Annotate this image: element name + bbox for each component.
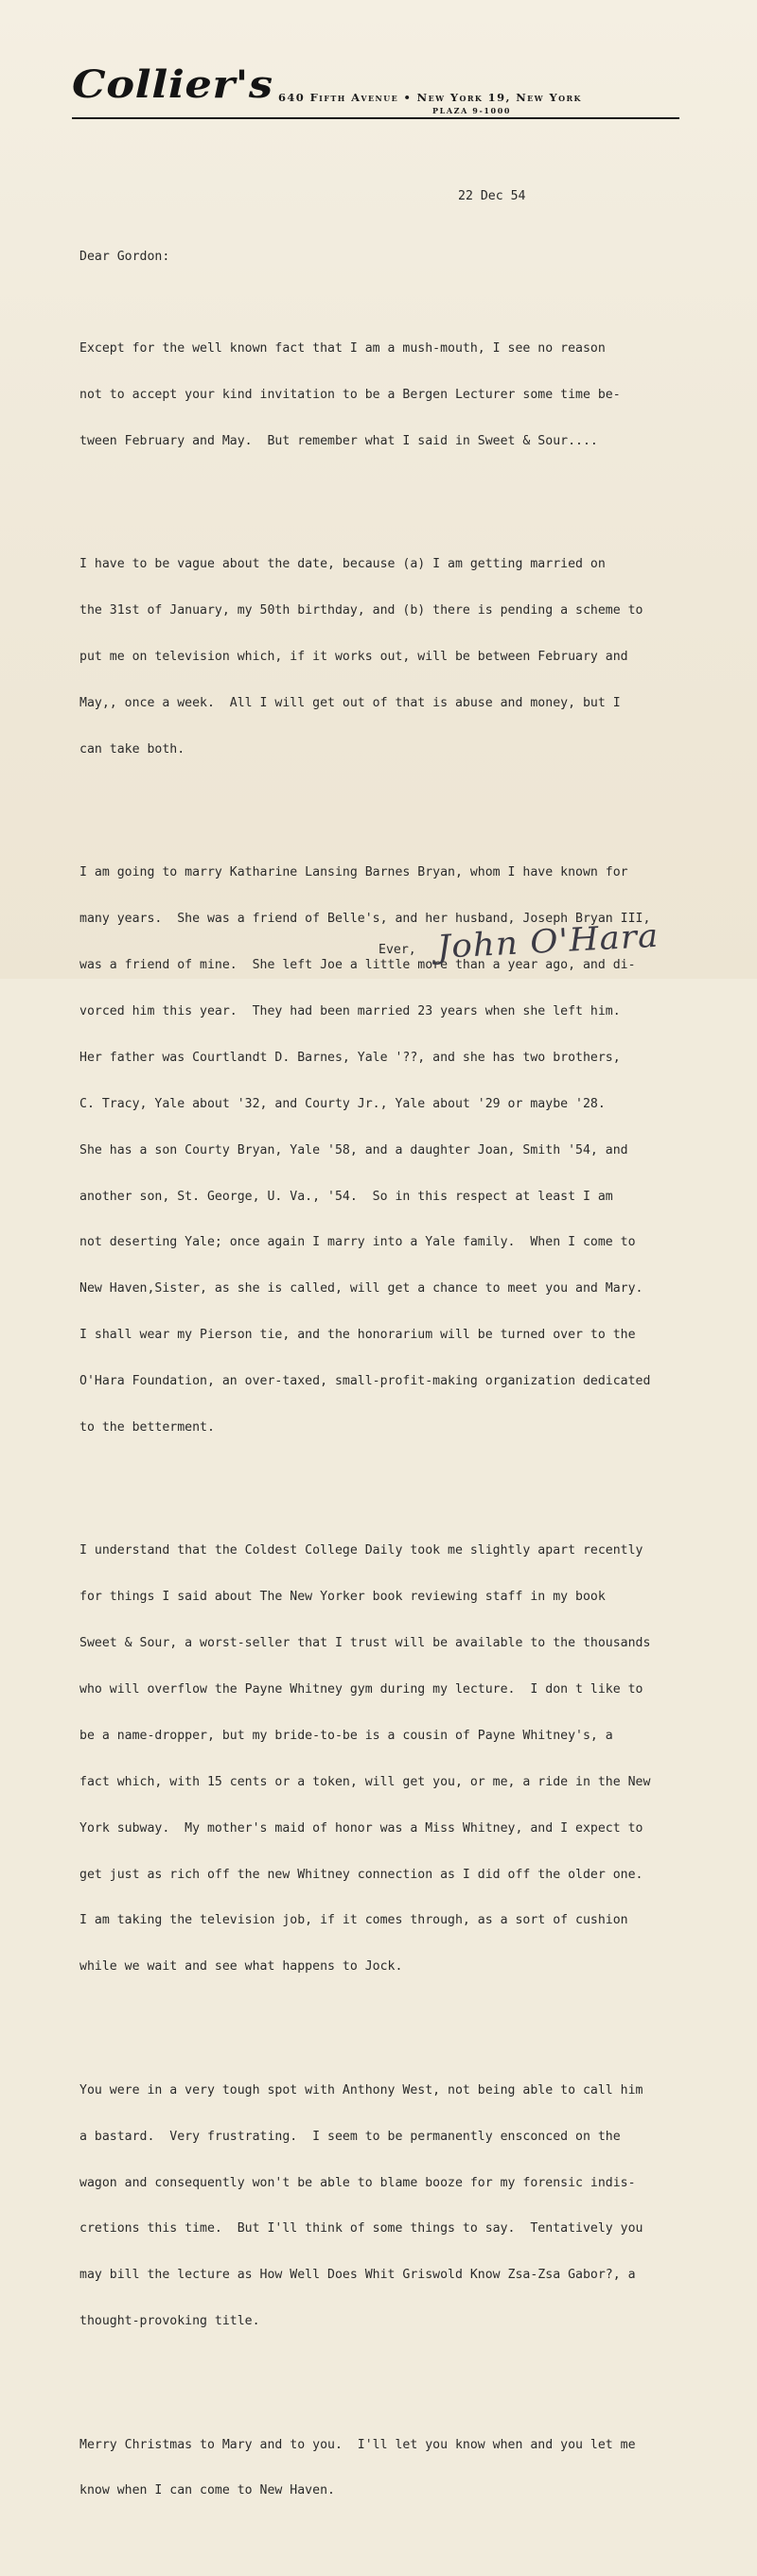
- salutation: Dear Gordon:: [79, 250, 170, 264]
- text-line: I am taking the television job, if it comes through, as a sort of cushion: [79, 1913, 628, 1928]
- letterhead-address: 640 Fifth Avenue • New York 19, New York: [278, 91, 582, 104]
- text-line: to the betterment.: [79, 1419, 215, 1435]
- text-line: who will overflow the Payne Whitney gym during my lecture. I don t like to: [79, 1682, 643, 1697]
- text-line: York subway. My mother's maid of honor was a Miss Whitney, and I expect to: [79, 1820, 643, 1836]
- text-line: can take both.: [79, 741, 185, 757]
- text-line: thought-provoking title.: [79, 2314, 260, 2329]
- paragraph-4: [79, 1513, 751, 2007]
- text-line: Except for the well known fact that I am a mush-mouth, I see no reason: [79, 341, 606, 357]
- letter-date: 22 Dec 54: [458, 189, 526, 203]
- letterhead-divider: [72, 117, 679, 119]
- paragraph-6: [79, 2407, 751, 2530]
- letterhead-phone: PLAZA 9-1000: [432, 106, 512, 115]
- text-line: wagon and consequently won't be able to blame booze for my forensic indis-: [79, 2175, 636, 2190]
- text-line: I shall wear my Pierson tie, and the honorarium will be turned over to the: [79, 1328, 636, 1343]
- text-line: the 31st of January, my 50th birthday, and (b) there is pending a scheme to: [79, 603, 643, 618]
- text-line: I understand that the Coldest College Daily took me slightly apart recently: [79, 1543, 643, 1558]
- text-line: May,, once a week. All I will get out of that is abuse and money, but I: [79, 696, 621, 711]
- text-line: not deserting Yale; once again I marry into a Yale family. When I come to: [79, 1235, 636, 1250]
- text-line: New Haven,Sister, as she is called, will get a chance to meet you and Mary.: [79, 1281, 643, 1297]
- text-line: a bastard. Very frustrating. I seem to be permanently ensconced on the: [79, 2129, 621, 2144]
- text-line: tween February and May. But remember what I said in Sweet & Sour....: [79, 433, 598, 448]
- text-line: I am going to marry Katharine Lansing Barnes Bryan, whom I have known for: [79, 865, 628, 880]
- text-line: not to accept your kind invitation to be a Bergen Lecturer some time be-: [79, 388, 621, 403]
- text-line: cretions this time. But I'll think of some things to say. Tentatively you: [79, 2221, 643, 2237]
- text-line: O'Hara Foundation, an over-taxed, small-profit-making organization dedicated: [79, 1374, 651, 1389]
- text-line: She has a son Courty Bryan, Yale '58, and a daughter Joan, Smith '54, and: [79, 1142, 628, 1157]
- closing: Ever,: [378, 943, 416, 957]
- paragraph-5: [79, 2052, 751, 2360]
- text-line: You were in a very tough spot with Anthony West, not being able to call him: [79, 2082, 643, 2097]
- text-line: for things I said about The New Yorker book reviewing staff in my book: [79, 1590, 606, 1605]
- text-line: vorced him this year. They had been married 23 years when she left him.: [79, 1003, 621, 1018]
- text-line: another son, St. George, U. Va., '54. So in this respect at least I am: [79, 1189, 613, 1204]
- letter-body: [79, 280, 751, 2576]
- text-line: put me on television which, if it works out, will be between February and: [79, 650, 628, 665]
- text-line: while we wait and see what happens to Jock.: [79, 1959, 403, 1975]
- text-line: Sweet & Sour, a worst-seller that I trust will be available to the thousands: [79, 1636, 651, 1651]
- text-line: Her father was Courtlandt D. Barnes, Yale '??, and she has two brothers,: [79, 1050, 621, 1065]
- text-line: fact which, with 15 cents or a token, will get you, or me, a ride in the New: [79, 1774, 651, 1789]
- text-line: may bill the lecture as How Well Does Whit Griswold Know Zsa-Zsa Gabor?, a: [79, 2268, 636, 2283]
- paragraph-2: [79, 527, 751, 789]
- handwritten-signature: John O'Hara: [435, 916, 660, 966]
- paragraph-1: [79, 311, 751, 480]
- text-line: know when I can come to New Haven.: [79, 2483, 335, 2498]
- text-line: get just as rich off the new Whitney connection as I did off the older one.: [79, 1867, 643, 1882]
- text-line: was a friend of mine. She left Joe a little more than a year ago, and di-: [79, 958, 636, 973]
- publication-logo: Collier's: [72, 62, 273, 107]
- text-line: be a name-dropper, but my bride-to-be is a cousin of Payne Whitney's, a: [79, 1728, 613, 1743]
- text-line: I have to be vague about the date, because (a) I am getting married on: [79, 557, 606, 572]
- text-line: many years. She was a friend of Belle's, and her husband, Joseph Bryan III,: [79, 912, 651, 927]
- text-line: C. Tracy, Yale about '32, and Courty Jr., Yale about '29 or maybe '28.: [79, 1096, 606, 1111]
- text-line: Merry Christmas to Mary and to you. I'll let you know when and you let me: [79, 2437, 636, 2452]
